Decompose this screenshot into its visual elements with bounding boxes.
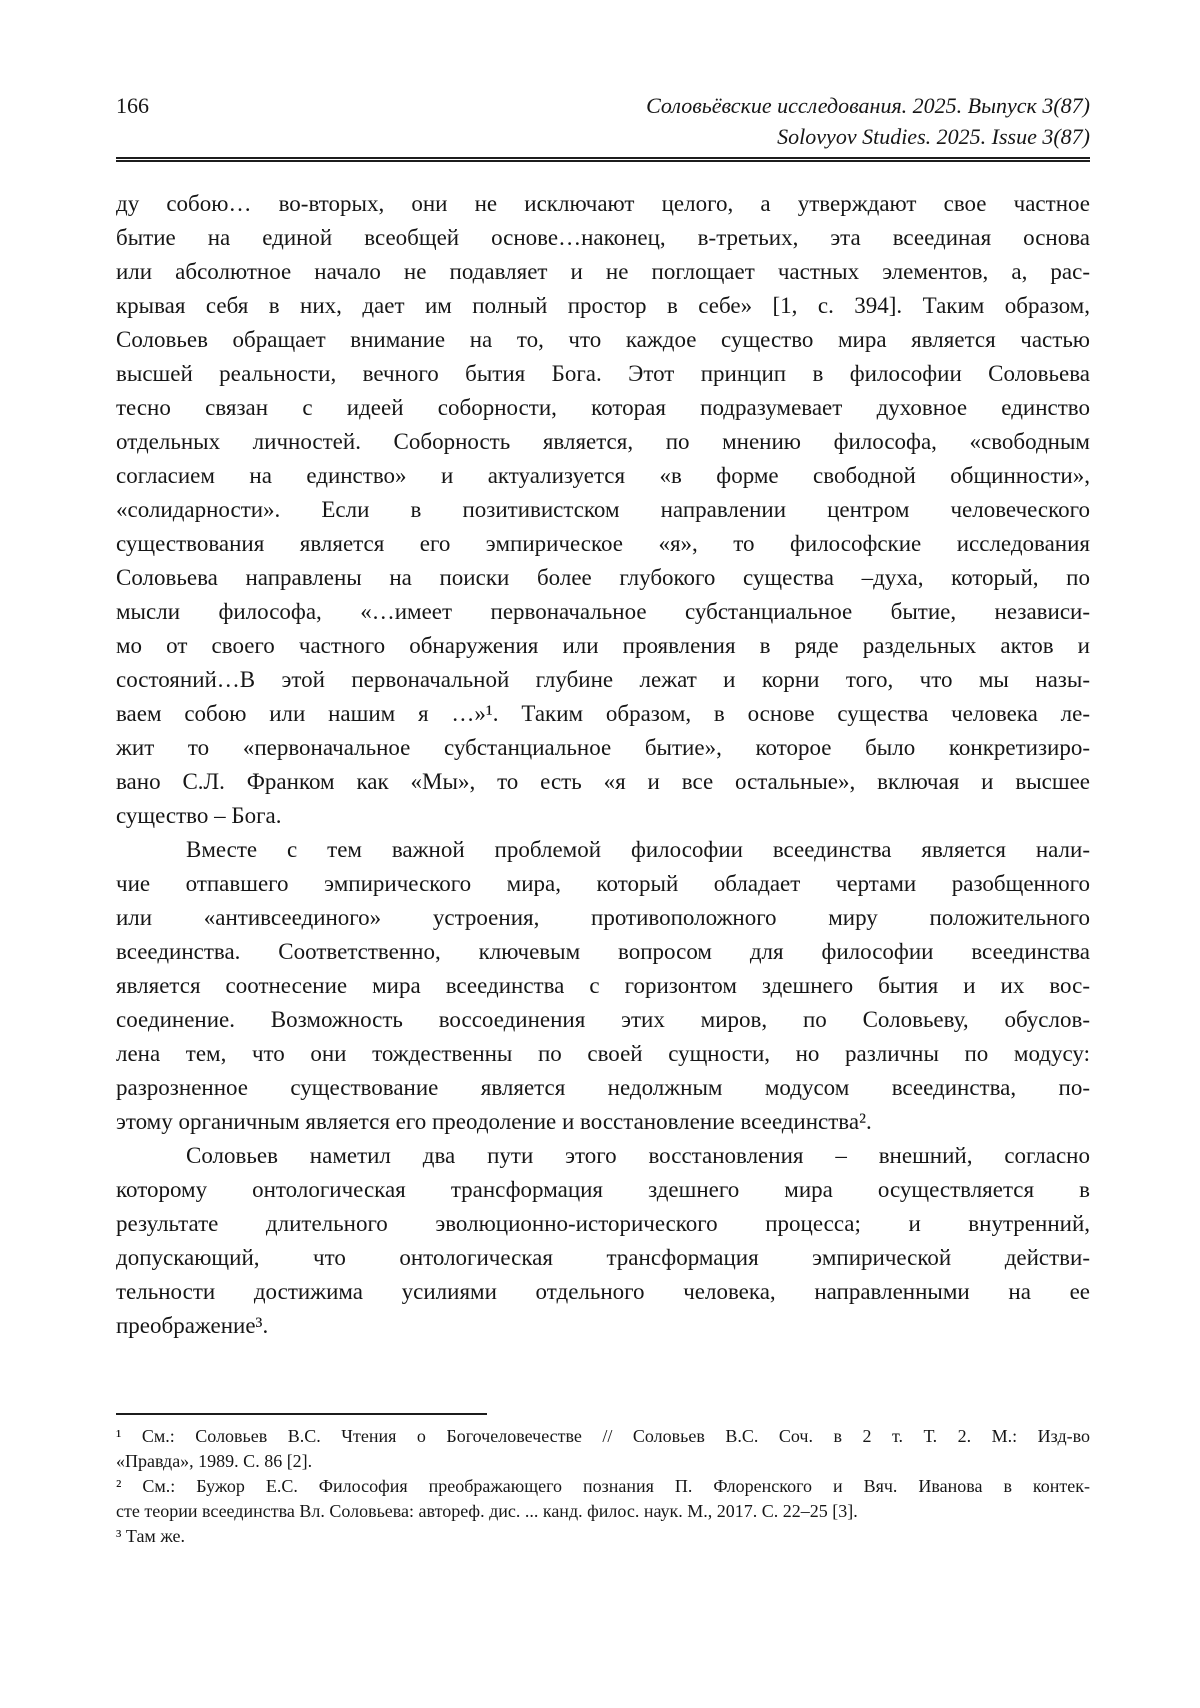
body-line: лена тем, что они тождественны по своей сущности, но различны по модусу: xyxy=(116,1041,1090,1066)
footnote-line: сте теории всеединства Вл. Соловьева: автореф. дис. ... канд. филос. наук. М., 2017. С. 22–25 [3]. xyxy=(116,1501,858,1521)
footnote-list xyxy=(116,1424,1090,1549)
body-line: является соотнесение мира всеединства с горизонтом здешнего бытия и их вос- xyxy=(116,973,1090,998)
body-line: мысли философа, «…имеет первоначальное субстанциальное бытие, независи- xyxy=(116,599,1090,624)
body-line: бытие на единой всеобщей основе…наконец, в-третьих, эта всеединая основа xyxy=(116,225,1090,250)
footnote-rule xyxy=(116,1413,487,1415)
body-line: ваем собою или нашим я …»¹. Таким образом, в основе существа человека ле- xyxy=(116,701,1090,726)
body-line: разрозненное существование является недолжным модусом всеединства, по- xyxy=(116,1075,1090,1100)
page-number: 166 xyxy=(116,93,149,118)
body-line: чие отпавшего эмпирического мира, который обладает чертами разобщенного xyxy=(116,871,1090,896)
body-line: допускающий, что онтологическая трансформация эмпирической действи- xyxy=(116,1245,1090,1270)
body-line: Вместе с тем важной проблемой философии всеединства является нали- xyxy=(186,837,1090,862)
body-line: жит то «первоначальное субстанциальное бытие», которое было конкретизиро- xyxy=(116,735,1090,760)
body-line: высшей реальности, вечного бытия Бога. Этот принцип в философии Соловьева xyxy=(116,361,1090,386)
body-line: мо от своего частного обнаружения или проявления в ряде раздельных актов и xyxy=(116,633,1090,658)
footnote-line: «Правда», 1989. С. 86 [2]. xyxy=(116,1451,313,1471)
body-line: всеединства. Соответственно, ключевым вопросом для философии всеединства xyxy=(116,939,1090,964)
body-line: преображение³. xyxy=(116,1313,269,1338)
body-line: состояний…В этой первоначальной глубине лежат и корни того, что мы назы- xyxy=(116,667,1090,692)
body-line: вано С.Л. Франком как «Мы», то есть «я и все остальные», включая и высшее xyxy=(116,769,1090,794)
body-line: крывая себя в них, дает им полный простор в себе» [1, с. 394]. Таким образом, xyxy=(116,293,1090,318)
footnote-line: ³ Там же. xyxy=(116,1526,186,1546)
body-line: Соловьева направлены на поиски более глубокого существа –духа, который, по xyxy=(116,565,1090,590)
body-line: Соловьев наметил два пути этого восстановления – внешний, согласно xyxy=(186,1143,1090,1168)
body-line: согласием на единство» и актуализуется «в форме свободной общинности», xyxy=(116,463,1090,488)
body-line: или абсолютное начало не подавляет и не поглощает частных элементов, а, рас- xyxy=(116,259,1090,284)
body-line: отдельных личностей. Соборность является, по мнению философа, «свободным xyxy=(116,429,1090,454)
body-line: тесно связан с идеей соборности, которая подразумевает духовное единство xyxy=(116,395,1090,420)
body-line: которому онтологическая трансформация здешнего мира осуществляется в xyxy=(116,1177,1090,1202)
page-content xyxy=(116,90,1090,1549)
journal-title-en: Solovyov Studies. 2025. Issue 3(87) xyxy=(777,124,1090,149)
journal-title-ru: Соловьёвские исследования. 2025. Выпуск 3(87) xyxy=(646,93,1090,118)
body-line: Соловьев обращает внимание на то, что каждое существо мира является частью xyxy=(116,327,1090,352)
body-line: существования является его эмпирическое «я», то философские исследования xyxy=(116,531,1090,556)
body-line: или «антивсеединого» устроения, противоположного миру положительного xyxy=(116,905,1090,930)
journal-title-block xyxy=(646,90,1090,152)
header-rule xyxy=(116,157,1090,162)
footnote-line: ² См.: Бужор Е.С. Философия преображающего познания П. Флоренского и Вяч. Иванова в контек- xyxy=(116,1476,1090,1496)
body-line: «солидарности». Если в позитивистском направлении центром человеческого xyxy=(116,497,1090,522)
footnote-line: ¹ См.: Соловьев В.С. Чтения о Богочеловечестве // Соловьев В.С. Соч. в 2 т. Т. 2. М.: Изд-во xyxy=(116,1426,1090,1446)
footnotes-section xyxy=(116,1413,1090,1549)
body-line: ду собою… во-вторых, они не исключают целого, а утверждают свое частное xyxy=(116,191,1090,216)
body-text xyxy=(116,187,1090,1343)
body-line: результате длительного эволюционно-исторического процесса; и внутренний, xyxy=(116,1211,1090,1236)
running-header xyxy=(116,90,1090,152)
body-line: соединение. Возможность воссоединения этих миров, по Соловьеву, обуслов- xyxy=(116,1007,1090,1032)
body-line: существо – Бога. xyxy=(116,803,282,828)
body-line: тельности достижима усилиями отдельного человека, направленными на ее xyxy=(116,1279,1090,1304)
body-line: этому органичным является его преодоление и восстановление всеединства². xyxy=(116,1109,872,1134)
